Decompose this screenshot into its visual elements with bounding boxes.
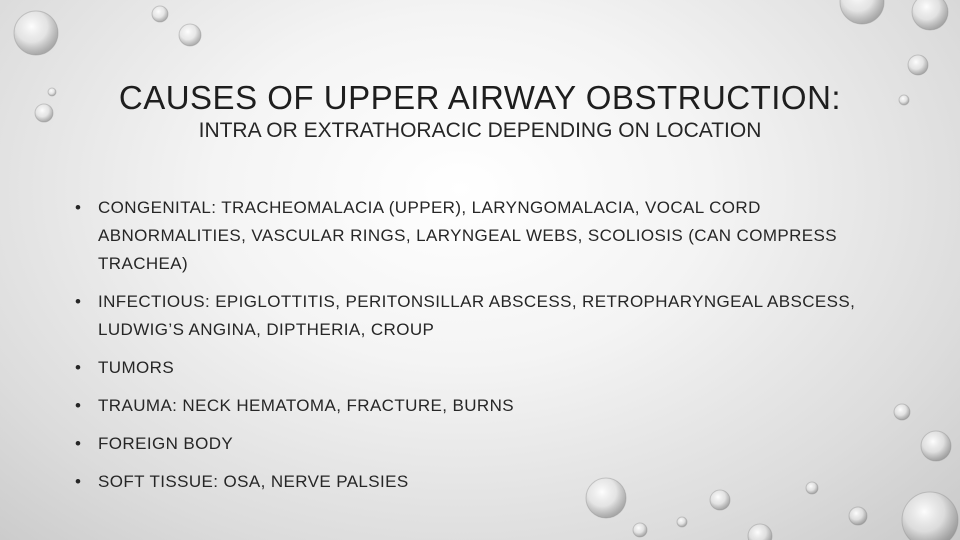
bullet-list [72,194,872,506]
bullet-item-tumors [72,354,872,382]
bullet-text: TUMORS [98,358,175,377]
bullet-text: CONGENITAL: TRACHEOMALACIA (UPPER), LARYNGOMALACIA, VOCAL CORD ABNORMALITIES, VASCULAR RINGS, LARYNGEAL WEBS, SCOLIOSIS (CAN COMPRESS TRACHEA) [98,198,838,273]
bullet-item-trauma [72,392,872,420]
bullet-item-infectious [72,288,872,344]
bullet-item-soft-tissue [72,468,872,496]
bullet-text: FOREIGN BODY [98,434,234,453]
bullet-dot: • [75,472,82,491]
bullet-text: SOFT TISSUE: OSA, NERVE PALSIES [98,472,409,491]
bullet-text: INFECTIOUS: EPIGLOTTITIS, PERITONSILLAR ABSCESS, RETROPHARYNGEAL ABSCESS, LUDWIG’S ANGINA, DIPTHERIA, CROUP [98,292,856,339]
bullet-dot: • [75,292,82,311]
slide-subtitle: INTRA OR EXTRATHORACIC DEPENDING ON LOCATION [198,119,762,142]
bullet-dot: • [75,396,82,415]
bullet-dot: • [75,198,82,217]
bullet-item-foreign-body [72,430,872,458]
bullet-text: TRAUMA: NECK HEMATOMA, FRACTURE, BURNS [98,396,514,415]
bullet-dot: • [75,434,82,453]
slide-title: CAUSES OF UPPER AIRWAY OBSTRUCTION: [118,79,842,116]
bullet-item-congenital [72,194,872,278]
bullet-dot: • [75,358,82,377]
